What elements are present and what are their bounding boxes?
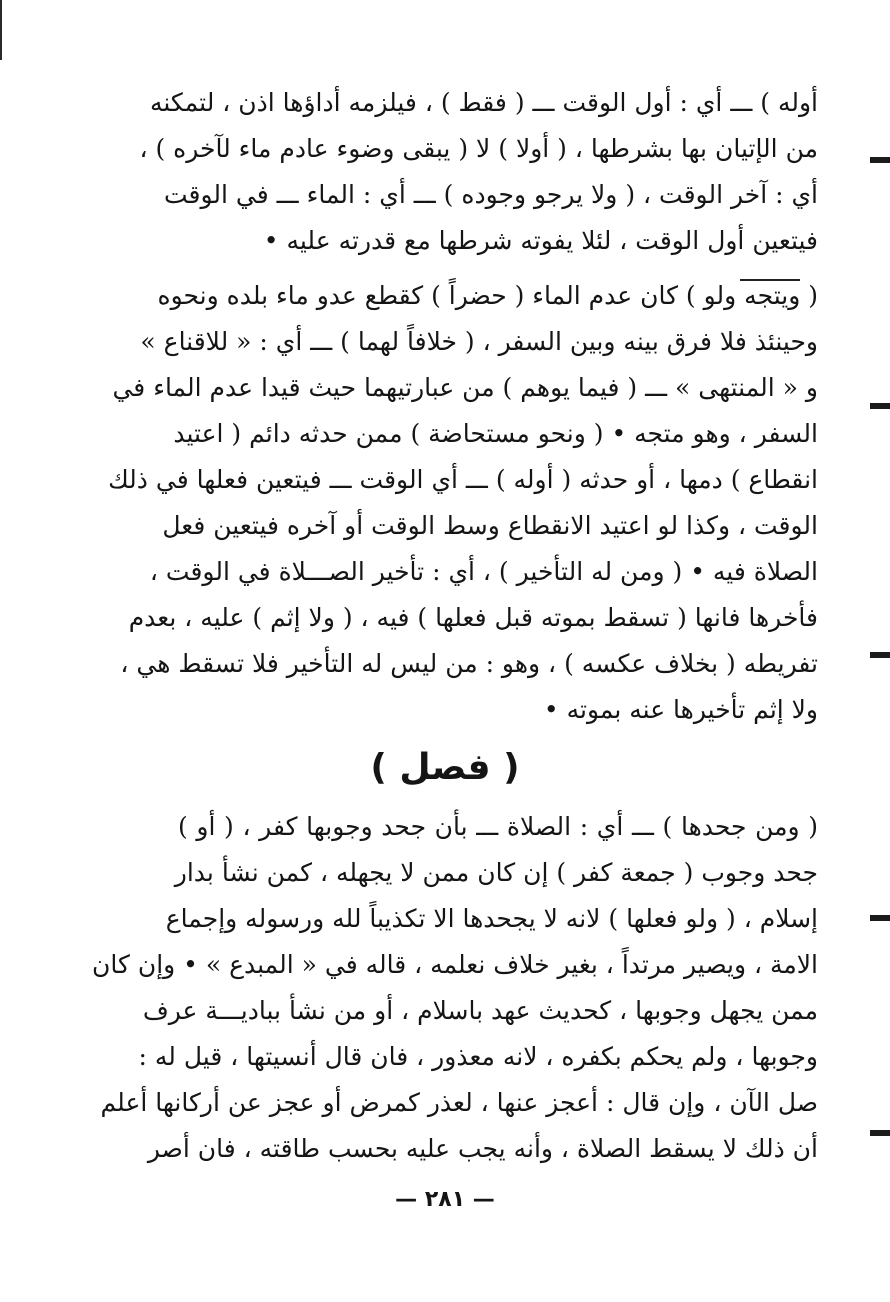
text-line: الوقت ، وكذا لو اعتيد الانقطاع وسط الوقت أو آخره فيتعين فعل bbox=[162, 511, 818, 540]
scan-edge-line bbox=[0, 0, 2, 60]
text-line: صل الآن ، وإن قال : أعجز عنها ، لعذر كمرض أو عجز عن أركانها أعلم bbox=[100, 1088, 818, 1117]
text-line: السفر ، وهو متجه • ( ونحو مستحاضة ) ممن حدثه دائم ( اعتيد bbox=[173, 419, 818, 448]
text-line: إسلام ، ( ولو فعلها ) لانه لا يجحدها الا تكذيباً لله ورسوله وإجماع bbox=[165, 904, 818, 933]
margin-mark bbox=[870, 1130, 890, 1136]
section-heading: ( فصل ) bbox=[370, 747, 520, 788]
text-line: ممن يجهل وجوبها ، كحديث عهد باسلام ، أو من نشأ ببادیـــة عرف bbox=[142, 996, 818, 1025]
text-line: جحد وجوب ( جمعة كفر ) إن كان ممن لا يجهله ، كمن نشأ بدار bbox=[174, 858, 818, 887]
text-line: أوله ) ـــ أي : أول الوقت ـــ ( فقط ) ، فيلزمه أداؤها اذن ، لتمكنه bbox=[149, 88, 818, 117]
paragraph-1 bbox=[139, 80, 818, 264]
text-line: الامة ، ويصير مرتداً ، بغير خلاف نعلمه ، قاله في « المبدع » • وإن كان bbox=[92, 950, 818, 979]
text-line: ( ويتجه ولو ) كان عدم الماء ( حضراً ) كقطع عدو ماء بلده ونحوه bbox=[157, 281, 818, 310]
text-line: أن ذلك لا يسقط الصلاة ، وأنه يجب عليه بحسب طاقته ، فان أصر bbox=[147, 1134, 818, 1163]
margin-mark bbox=[870, 403, 890, 409]
margin-mark bbox=[870, 915, 890, 921]
paragraph-3 bbox=[92, 804, 818, 1172]
text-line: الصلاة فيه • ( ومن له التأخير ) ، أي : تأخير الصـــلاة في الوقت ، bbox=[149, 557, 818, 586]
text-line: تفريطه ( بخلاف عكسه ) ، وهو : من ليس له التأخير فلا تسقط هي ، bbox=[120, 649, 818, 678]
text-line: فأخرها فانها ( تسقط بموته قبل فعلها ) فيه ، ( ولا إثم ) عليه ، بعدم bbox=[128, 603, 818, 632]
margin-mark bbox=[870, 652, 890, 658]
text-line: و « المنتهى » ـــ ( فيما يوهم ) من عبارتيهما حيث قيدا عدم الماء في bbox=[112, 373, 818, 402]
margin-mark bbox=[870, 157, 890, 163]
text-line: انقطاع ) دمها ، أو حدثه ( أوله ) ـــ أي الوقت ـــ فيتعين فعلها في ذلك bbox=[108, 465, 818, 494]
paragraph-2 bbox=[108, 273, 818, 733]
text-line: وجوبها ، ولم يحكم بكفره ، لانه معذور ، فان قال أنسيتها ، قيل له : bbox=[138, 1042, 818, 1071]
text-line: ولا إثم تأخيرها عنه بموته • bbox=[543, 695, 818, 724]
page-number: — ٢٨١ — bbox=[395, 1187, 495, 1212]
text-line: وحينئذ فلا فرق بينه وبين السفر ، ( خلافاً لهما ) ـــ أي : « للاقناع » bbox=[140, 327, 818, 356]
text-line: ( ومن جحدها ) ـــ أي : الصلاة ـــ بأن جحد وجوبها كفر ، ( أو ) bbox=[178, 812, 818, 841]
text-line: من الإتيان بها بشرطها ، ( أولا ) لا ( يبقى وضوء عادم ماء لآخره ) ، bbox=[139, 134, 818, 163]
text-line: فيتعين أول الوقت ، لئلا يفوته شرطها مع قدرته عليه • bbox=[263, 226, 818, 255]
text-line: أي : آخر الوقت ، ( ولا يرجو وجوده ) ـــ أي : الماء ـــ في الوقت bbox=[164, 180, 818, 209]
